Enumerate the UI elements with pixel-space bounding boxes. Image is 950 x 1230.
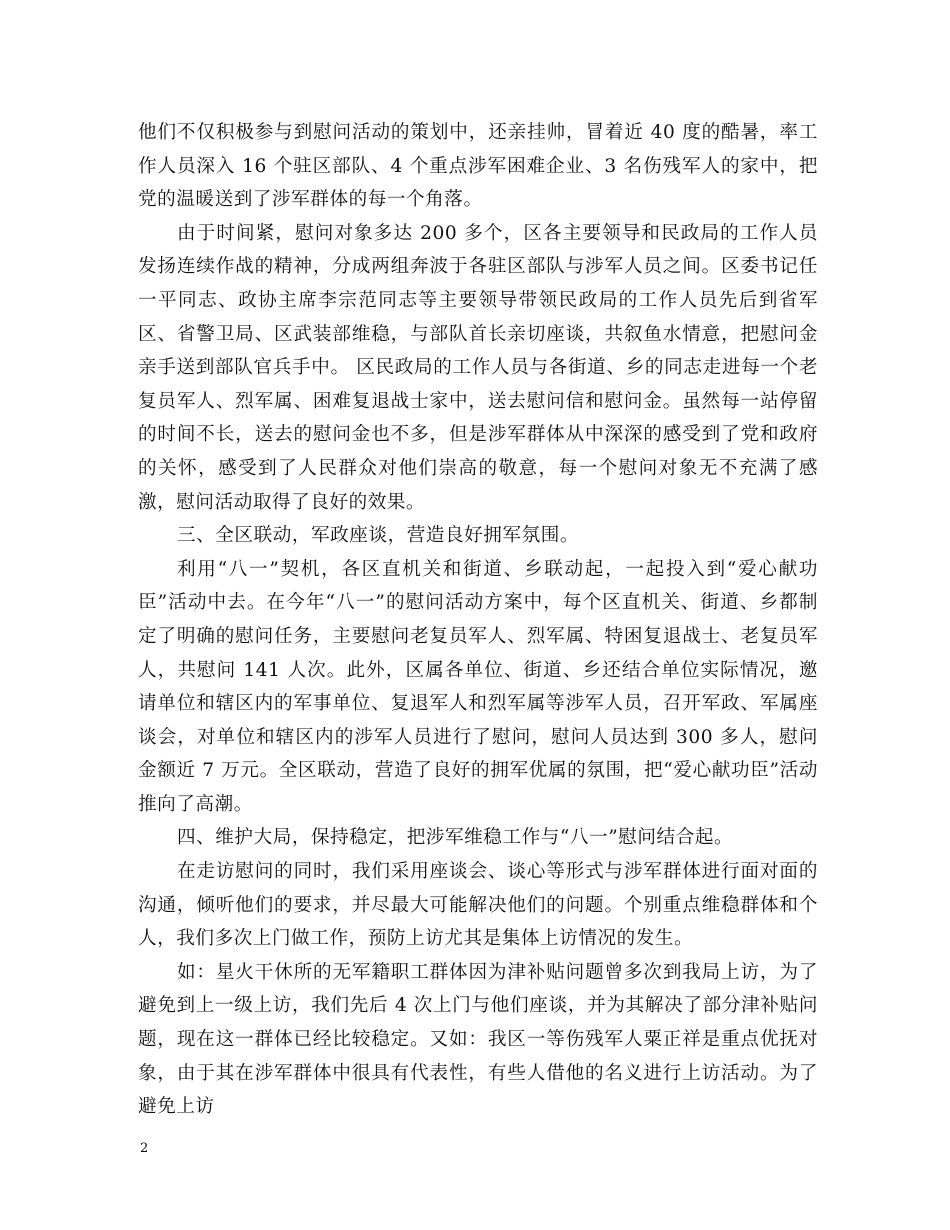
paragraph: 如：星火干休所的无军籍职工群体因为津补贴问题曾多次到我局上访，为了避免到上一级上访，我们先后 4 次上门与他们座谈，并为其解决了部分津补贴问题，现在这一群体已经比较稳定。又如：我区一等伤残军人粟正祥是重点优抚对象，由于其在涉军群体中很具有代表性，有些人借他的名义进行上访活动。为了避免上访 <box>138 961 818 1118</box>
document-body <box>138 116 818 1124</box>
section-heading: 三、全区联动，军政座谈，营造良好拥军氛围。 <box>177 525 580 547</box>
paragraph: 他们不仅积极参与到慰问活动的策划中，还亲挂帅，冒着近 40 度的酷暑，率工作人员深入 16 个驻区部队、4 个重点涉军困难企业、3 名伤残军人的家中，把党的温暖送到了涉军群体的每一个角落。 <box>138 122 818 211</box>
paragraph: 利用“八一”契机，各区直机关和街道、乡联动起，一起投入到“爱心献功臣”活动中去。在今年“八一”的慰问活动方案中，每个区直机关、街道、乡都制定了明确的慰问任务，主要慰问老复员军人、烈军属、特困复退战士、老复员军人，共慰问 141 人次。此外，区属各单位、街道、乡还结合单位实际情况，邀请单位和辖区内的军事单位、复退军人和烈军属等涉军人员，召开军政、军属座谈会，对单位和辖区内的涉军人员进行了慰问，慰问人员达到 300 多人，慰问金额近 7 万元。全区联动，营造了良好的拥军优属的氛围，把“爱心献功臣”活动推向了高潮。 <box>138 558 818 815</box>
paragraph: 在走访慰问的同时，我们采用座谈会、谈心等形式与涉军群体进行面对面的沟通，倾听他们的要求，并尽最大可能解决他们的问题。个别重点维稳群体和个人，我们多次上门做工作，预防上访尤其是集体上访情况的发生。 <box>138 861 818 950</box>
page-number: 2 <box>140 1141 149 1156</box>
section-heading: 四、维护大局，保持稳定，把涉军维稳工作与“八一”慰问结合起。 <box>177 827 734 849</box>
paragraph: 由于时间紧，慰问对象多达 200 多个，区各主要领导和民政局的工作人员发扬连续作战的精神，分成两组奔波于各驻区部队与涉军人员之间。区委书记任一平同志、政协主席李宗范同志等主要领导带领民政局的工作人员先后到省军区、省警卫局、区武装部维稳，与部队首长亲切座谈，共叙鱼水情意，把慰问金亲手送到部队官兵手中。 区民政局的工作人员与各街道、乡的同志走进每一个老复员军人、烈军属、困难复退战士家中，送去慰问信和慰问金。虽然每一站停留的时间不长，送去的慰问金也不多，但是涉军群体从中深深的感受到了党和政府的关怀，感受到了人民群众对他们崇高的敬意，每一个慰问对象无不充满了感激，慰问活动取得了良好的效果。 <box>138 222 818 513</box>
